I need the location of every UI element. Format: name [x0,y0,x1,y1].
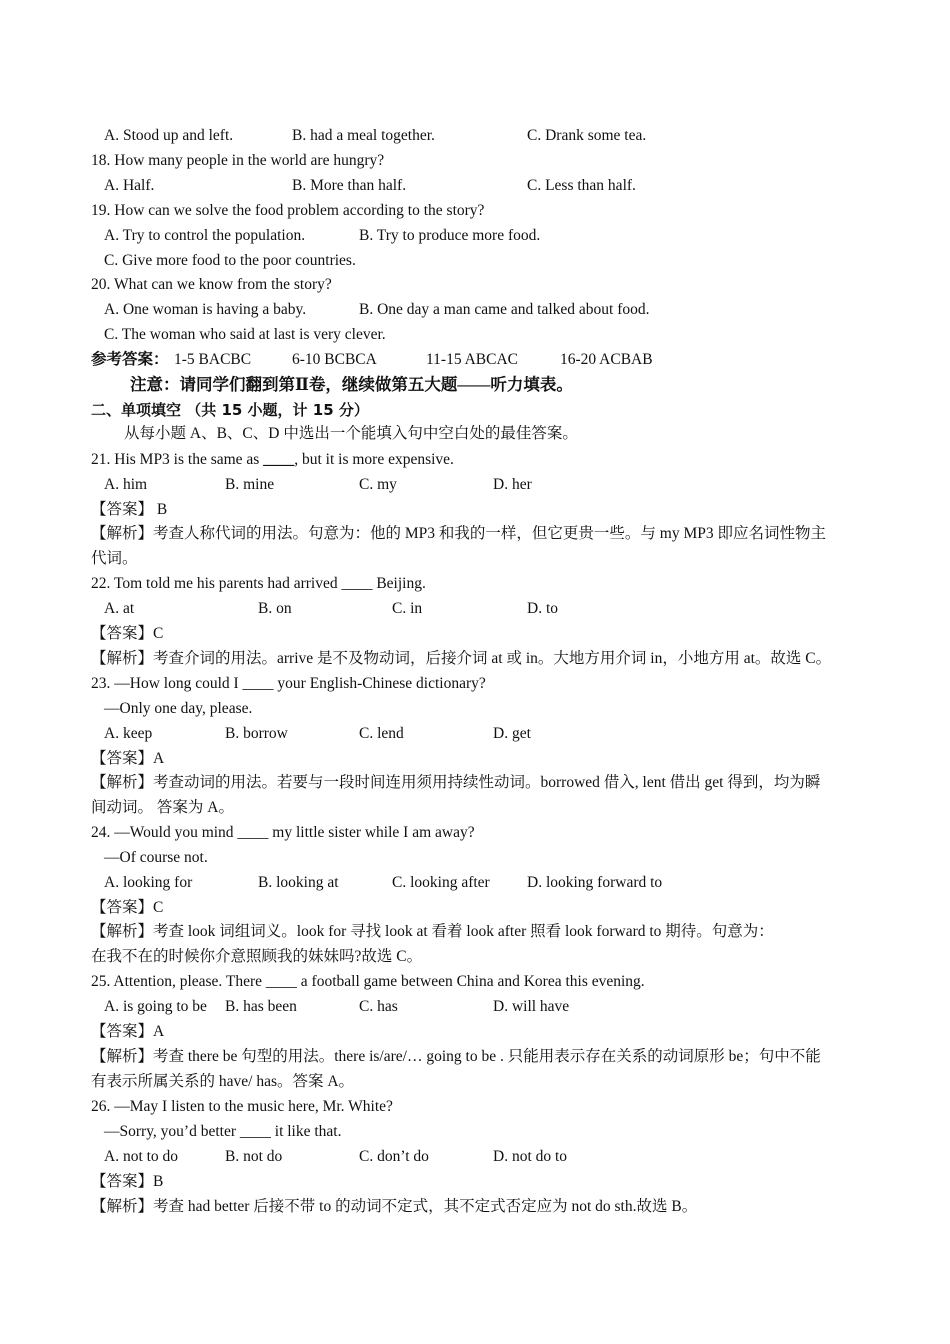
q24-options [0,871,950,895]
q18-options [0,174,950,198]
option-c: C. in [392,600,423,617]
option-b: B. has been [225,998,297,1015]
option-d: D. get [493,725,531,742]
reference-answers [0,348,950,372]
answer-group: 16-20 ACBAB [560,351,653,368]
q21-analysis-cont: 代词。 [91,550,138,567]
option-a: A. is going to be [104,998,207,1015]
option-b: B. One day a man came and talked about food. [359,301,650,318]
q26-options [0,1145,950,1169]
answer-group: 11-15 ABCAC [426,351,519,368]
q18-stem: 18. How many people in the world are hungry? [91,152,385,169]
q25-answer: 【答案】A [91,1023,165,1040]
q25-options [0,995,950,1019]
notice: 注意：请同学们翻到第Ⅱ卷，继续做第五大题——听力填表。 [130,375,573,394]
option-c: C. my [359,476,397,493]
q20-options-row1 [0,298,950,322]
q22-answer: 【答案】C [91,625,164,642]
section-instruction: 从每小题 A、B、C、D 中选出一个能填入句中空白处的最佳答案。 [124,425,578,442]
q21-stem: 21. His MP3 is the same as ____, but it is more expensive. [91,451,454,468]
section-title: 二、单项填空 （共 15 小题，计 15 分） [91,401,369,419]
option-c: C. Give more food to the poor countries. [104,252,356,269]
option-b: B. More than half. [292,177,407,194]
q23-analysis-cont: 间动词。 答案为 A。 [91,799,234,816]
option-d: D. will have [493,998,570,1015]
option-b: B. had a meal together. [292,127,435,144]
option-a: A. at [104,600,135,617]
option-c: C. The woman who said at last is very clever. [104,326,386,343]
option-a: A. Try to control the population. [104,227,306,244]
option-c: C. looking after [392,874,490,891]
option-a: A. keep [104,725,153,742]
q26-reply: —Sorry, you’d better ____ it like that. [104,1123,342,1140]
q21-answer: 【答案】 B [91,501,168,518]
option-d: D. her [493,476,532,493]
q22-analysis: 【解析】考查介词的用法。arrive 是不及物动词，后接介词 at 或 in。大地方用介词 in，小地方用 at。故选 C。 [91,650,832,667]
option-b: B. Try to produce more food. [359,227,541,244]
q25-analysis-cont: 有表示所属关系的 have/ has。答案 A。 [91,1073,355,1090]
option-c: C. lend [359,725,404,742]
q19-options-row2 [0,249,950,273]
option-b: B. looking at [258,874,339,891]
q24-analysis-cont: 在我不在的时候你介意照顾我的妹妹吗?故选 C。 [91,948,423,965]
option-d: D. looking forward to [527,874,663,891]
reference-answers-label: 参考答案： [91,351,169,368]
q20-options-row2 [0,323,950,347]
q21-analysis: 【解析】考查人称代词的用法。句意为：他的 MP3 和我的一样，但它更贵一些。与 my MP3 即应名词性物主 [91,525,826,542]
q25-analysis: 【解析】考查 there be 句型的用法。there is/are/… going to be . 只能用表示存在关系的动词原形 be；句中不能 [91,1048,821,1065]
q26-answer: 【答案】B [91,1173,164,1190]
option-b: B. mine [225,476,275,493]
option-a: A. Half. [104,177,155,194]
option-a: A. One woman is having a baby. [104,301,307,318]
option-c: C. Less than half. [527,177,636,194]
option-b: B. borrow [225,725,288,742]
q26-analysis: 【解析】考查 had better 后接不带 to 的动词不定式，其不定式否定应为 not do sth.故选 B。 [91,1198,698,1215]
q19-stem: 19. How can we solve the food problem according to the story? [91,202,485,219]
q24-analysis: 【解析】考查 look 词组词义。look for 寻找 look at 看着 look after 照看 look forward to 期待。句意为： [91,923,774,940]
q24-answer: 【答案】C [91,899,164,916]
q26-stem: 26. —May I listen to the music here, Mr. White? [91,1098,393,1115]
answer-group: 6-10 BCBCA [292,351,377,368]
option-a: A. Stood up and left. [104,127,234,144]
option-a: A. him [104,476,148,493]
q23-answer: 【答案】A [91,750,165,767]
option-d: D. not do to [493,1148,568,1165]
q23-reply: —Only one day, please. [104,700,253,717]
option-b: B. on [258,600,292,617]
q23-options [0,722,950,746]
option-a: A. looking for [104,874,193,891]
option-c: C. has [359,998,398,1015]
q23-analysis: 【解析】考查动词的用法。若要与一段时间连用须用持续性动词。borrowed 借入, lent 借出 get 得到，均为瞬 [91,774,821,791]
option-b: B. not do [225,1148,283,1165]
option-c: C. don’t do [359,1148,429,1165]
q22-options [0,597,950,621]
q25-stem: 25. Attention, please. There ____ a football game between China and Korea this evening. [91,973,645,990]
q24-stem: 24. —Would you mind ____ my little sister while I am away? [91,824,475,841]
option-d: D. to [527,600,558,617]
answer-group: 1-5 BACBC [174,351,252,368]
q19-options-row1 [0,224,950,248]
q21-options [0,473,950,497]
option-a: A. not to do [104,1148,179,1165]
q24-reply: —Of course not. [104,849,208,866]
option-c: C. Drank some tea. [527,127,647,144]
q17-options [0,124,950,148]
q22-stem: 22. Tom told me his parents had arrived ____ Beijing. [91,575,426,592]
q20-stem: 20. What can we know from the story? [91,276,332,293]
answer-blank: ____ [263,451,295,468]
q23-stem: 23. —How long could I ____ your English-Chinese dictionary? [91,675,486,692]
